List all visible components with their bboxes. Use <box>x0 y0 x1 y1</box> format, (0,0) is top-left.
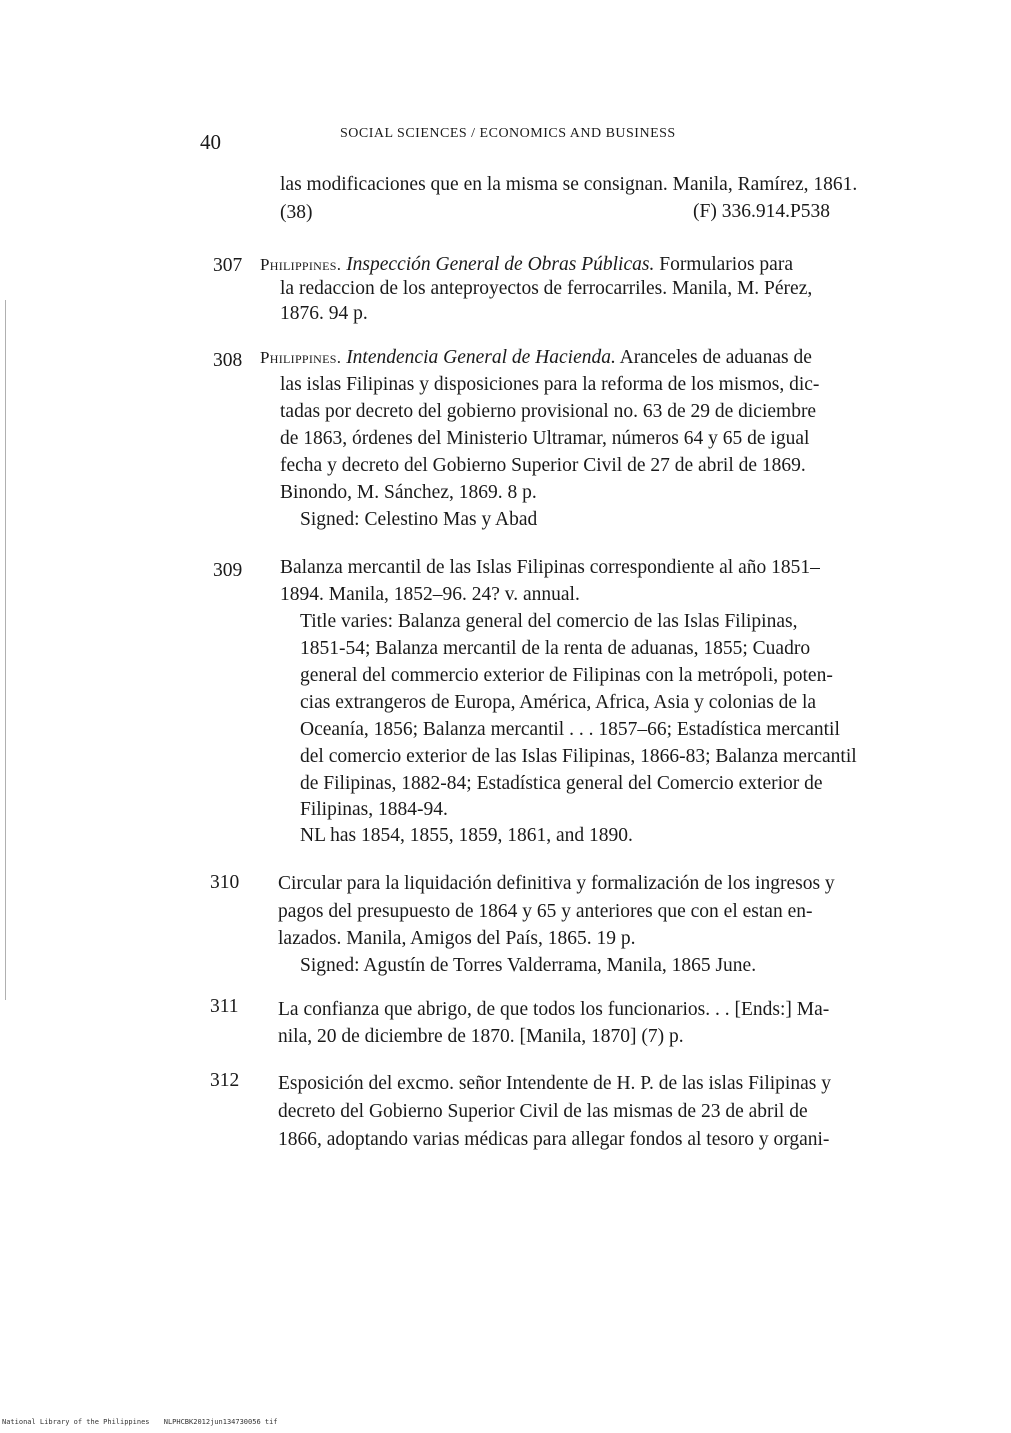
footer-file-id: NLPHCBK2012jun134730056 tif <box>163 1418 278 1426</box>
entry-note: Oceanía, 1856; Balanza mercantil . . . 1857–66; Estadística mercantil <box>300 719 840 740</box>
entry-author: Philippines. <box>260 255 342 274</box>
entry-note: del comercio exterior de las Islas Filipinas, 1866-83; Balanza mercantil <box>300 746 857 767</box>
entry-line: 1866, adoptando varias médicas para allegar fondos al tesoro y organi- <box>278 1129 830 1150</box>
entry-line: las islas Filipinas y disposiciones para la reforma de los mismos, dic- <box>280 374 820 395</box>
entry-line: decreto del Gobierno Superior Civil de las mismas de 23 de abril de <box>278 1101 808 1122</box>
entry-line: tadas por decreto del gobierno provisional no. 63 de 29 de diciembre <box>280 401 817 422</box>
entry-line: de 1863, órdenes del Ministerio Ultramar, números 64 y 65 de igual <box>280 428 810 449</box>
entry-line: Binondo, M. Sánchez, 1869. 8 p. <box>280 482 537 503</box>
entry-heading <box>260 255 793 275</box>
entry-title-start: Formularios para <box>659 254 793 275</box>
entry-agency: Inspección General de Obras Públicas. <box>346 254 655 275</box>
entry-line: 1876. 94 p. <box>280 303 368 324</box>
entry-author: Philippines. <box>260 348 342 367</box>
entry-note: Filipinas, 1884-94. <box>300 799 448 820</box>
call-number: (F) 336.914.P538 <box>693 201 831 222</box>
entry-heading <box>260 348 812 368</box>
entry-agency: Intendencia General de Hacienda. <box>346 347 616 368</box>
entry-number: 308 <box>213 350 243 371</box>
scan-margin-line <box>5 300 6 1000</box>
entry-note: de Filipinas, 1882-84; Estadística general del Comercio exterior de <box>300 773 823 794</box>
entry-note: general del commercio exterior de Filipinas con la metrópoli, poten- <box>300 665 833 686</box>
entry-line: Esposición del excmo. señor Intendente de H. P. de las islas Filipinas y <box>278 1073 831 1094</box>
entry-number: 309 <box>213 560 243 581</box>
footer-library: National Library of the Philippines <box>2 1418 150 1426</box>
entry-title-start: Aranceles de aduanas de <box>619 347 812 368</box>
entry-number: 307 <box>213 255 243 276</box>
entry-note: Title varies: Balanza general del comercio de las Islas Filipinas, <box>300 611 798 632</box>
entry-number: 311 <box>210 996 239 1017</box>
entry-number: 310 <box>210 872 240 893</box>
entry-note: Signed: Celestino Mas y Abad <box>300 509 538 530</box>
entry-line: La confianza que abrigo, de que todos los funcionarios. . . [Ends:] Ma- <box>278 999 830 1020</box>
entry-line: la redaccion de los anteproyectos de ferrocarriles. Manila, M. Pérez, <box>280 278 813 299</box>
entry-line: 1894. Manila, 1852–96. 24? v. annual. <box>280 584 580 605</box>
page-number: 40 <box>200 130 221 154</box>
continuation-line: las modificaciones que en la misma se consignan. Manila, Ramírez, 1861. <box>280 174 858 195</box>
scan-footer <box>2 1418 288 1426</box>
entry-number: 312 <box>210 1070 240 1091</box>
entry-line: Balanza mercantil de las Islas Filipinas correspondiente al año 1851– <box>280 557 820 578</box>
entry-note: NL has 1854, 1855, 1859, 1861, and 1890. <box>300 825 633 846</box>
entry-note: Signed: Agustín de Torres Valderrama, Manila, 1865 June. <box>300 955 757 976</box>
entry-line: pagos del presupuesto de 1864 y 65 y anteriores que con el estan en- <box>278 901 813 922</box>
continuation-ref: (38) <box>280 202 313 223</box>
entry-note: 1851-54; Balanza mercantil de la renta de aduanas, 1855; Cuadro <box>300 638 811 659</box>
entry-line: nila, 20 de diciembre de 1870. [Manila, 1870] (7) p. <box>278 1026 684 1047</box>
entry-line: lazados. Manila, Amigos del País, 1865. 19 p. <box>278 928 636 949</box>
entry-line: Circular para la liquidación definitiva y formalización de los ingresos y <box>278 873 835 894</box>
entry-line: fecha y decreto del Gobierno Superior Civil de 27 de abril de 1869. <box>280 455 806 476</box>
running-head: SOCIAL SCIENCES / ECONOMICS AND BUSINESS <box>340 126 676 141</box>
entry-note: cias extrangeros de Europa, América, Africa, Asia y colonias de la <box>300 692 817 713</box>
